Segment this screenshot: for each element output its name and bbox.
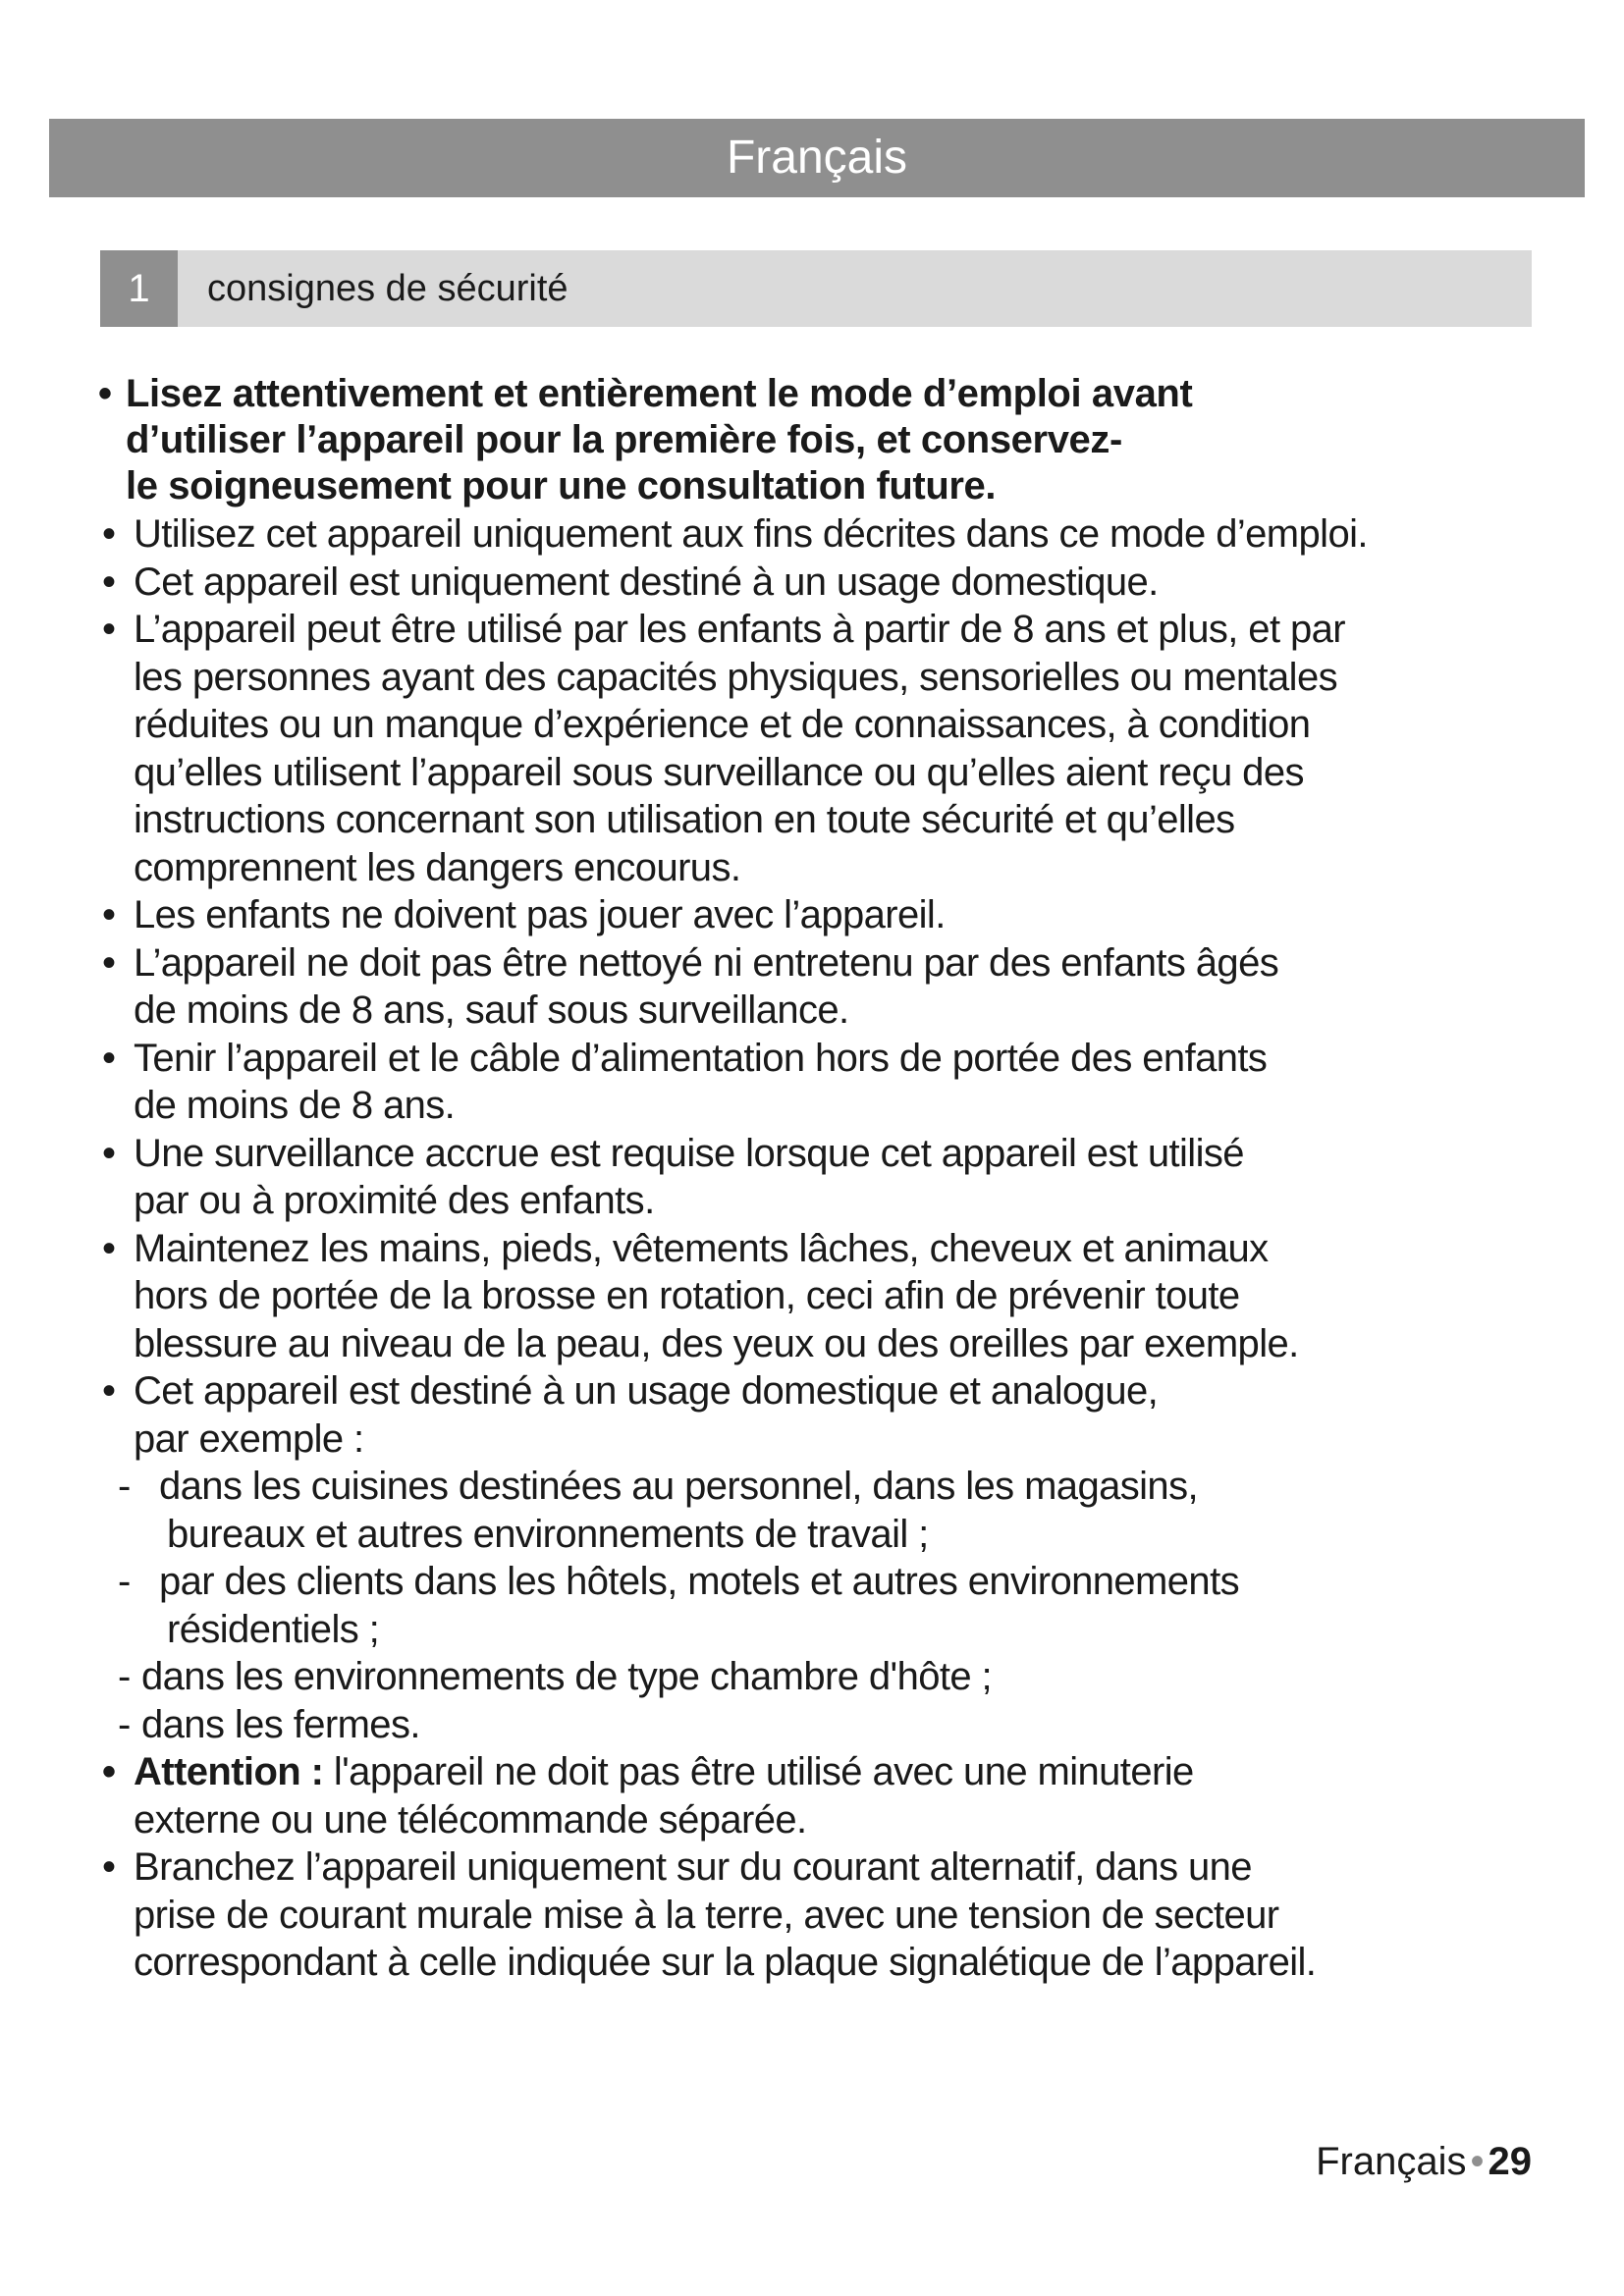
list-item: • Cet appareil est uniquement destiné à un usage domestique. (98, 559, 1542, 607)
bullet-icon: • (102, 940, 116, 985)
list-item: • Tenir l’appareil et le câble d’alimentation hors de portée des enfants de moins de 8 ans. (102, 1036, 1268, 1127)
separator-dot-icon: • (1470, 2140, 1485, 2183)
bullet-icon: • (102, 1226, 116, 1270)
list-item: • Les enfants ne doivent pas jouer avec l’appareil. (98, 891, 1542, 939)
list-item: • L’appareil peut être utilisé par les enfants à partir de 8 ans et plus, et par les personnes ayant des capacités physiques, sensorielles ou mentales réduites ou un manque d’expérience et de connaissances, à condition qu’elles utilisent l’appareil sous surveillance ou qu’elles aient reçu des instructions concernant son utilisation en toute sécurité et qu’elles comprennent les dangers encourus. (102, 608, 1345, 889)
sub-list-item: - dans les cuisines destinées au personnel, dans les magasins, bureaux et autres environnements de travail ; (118, 1465, 1198, 1556)
bullet-icon: • (102, 1845, 116, 1889)
page-number: 29 (1488, 2140, 1532, 2183)
dash-icon: - (118, 1655, 131, 1698)
bullet-icon: • (98, 372, 112, 415)
bullet-icon: • (102, 893, 116, 936)
list-item: • Utilisez cet appareil uniquement aux fins décrites dans ce mode d’emploi. (98, 510, 1542, 559)
language-title: Français (726, 132, 908, 184)
sub-list-item: - dans les environnements de type chambre d'hôte ; (98, 1653, 1542, 1701)
sub-list-item: - dans les fermes. (98, 1701, 1542, 1749)
bullet-icon: • (102, 512, 116, 556)
sub-list-item: - par des clients dans les hôtels, motels et autres environnements résidentiels ; (118, 1560, 1239, 1651)
section-number: 1 (100, 250, 178, 327)
list-item: • L’appareil ne doit pas être nettoyé ni entretenu par des enfants âgés de moins de 8 ans, sauf sous surveillance. (102, 940, 1279, 1032)
safety-instructions (98, 371, 1542, 1987)
bullet-icon: • (102, 608, 116, 651)
dash-icon: - (118, 1560, 131, 1603)
dash-icon: - (118, 1465, 131, 1508)
list-item: • Branchez l’appareil uniquement sur du courant alternatif, dans une prise de courant murale mise à la terre, avec une tension de secteur correspondant à celle indiquée sur la plaque signalétique de l’appareil. (102, 1845, 1317, 1984)
section-header (100, 250, 1532, 327)
dash-icon: - (118, 1702, 131, 1746)
list-item: • Maintenez les mains, pieds, vêtements lâches, cheveux et animaux hors de portée de la brosse en rotation, ceci afin de prévenir toute blessure au niveau de la peau, des yeux ou des oreilles par exemple. (102, 1226, 1299, 1365)
list-item-read-manual: • Lisez attentivement et entièrement le mode d’emploi avant d’utiliser l’appareil pour la première fois, et conservez- le soigneusement pour une consultation future. (98, 372, 1193, 507)
page-footer (1316, 2140, 1532, 2184)
list-item: • Cet appareil est destiné à un usage domestique et analogue, par exemple : (102, 1369, 1159, 1461)
attention-label: Attention : (134, 1750, 324, 1793)
bullet-icon: • (102, 1036, 116, 1080)
bullet-icon: • (102, 1369, 116, 1413)
bullet-icon: • (102, 1131, 116, 1175)
language-banner (49, 119, 1585, 197)
section-title: consignes de sécurité (207, 267, 568, 309)
footer-language: Français (1316, 2140, 1467, 2183)
bullet-icon: • (102, 560, 116, 604)
list-item-attention: • Attention : l'appareil ne doit pas être utilisé avec une minuterie externe ou une télécommande séparée. (102, 1750, 1194, 1842)
bullet-icon: • (102, 1750, 116, 1793)
list-item: • Une surveillance accrue est requise lorsque cet appareil est utilisé par ou à proximité des enfants. (102, 1131, 1244, 1222)
